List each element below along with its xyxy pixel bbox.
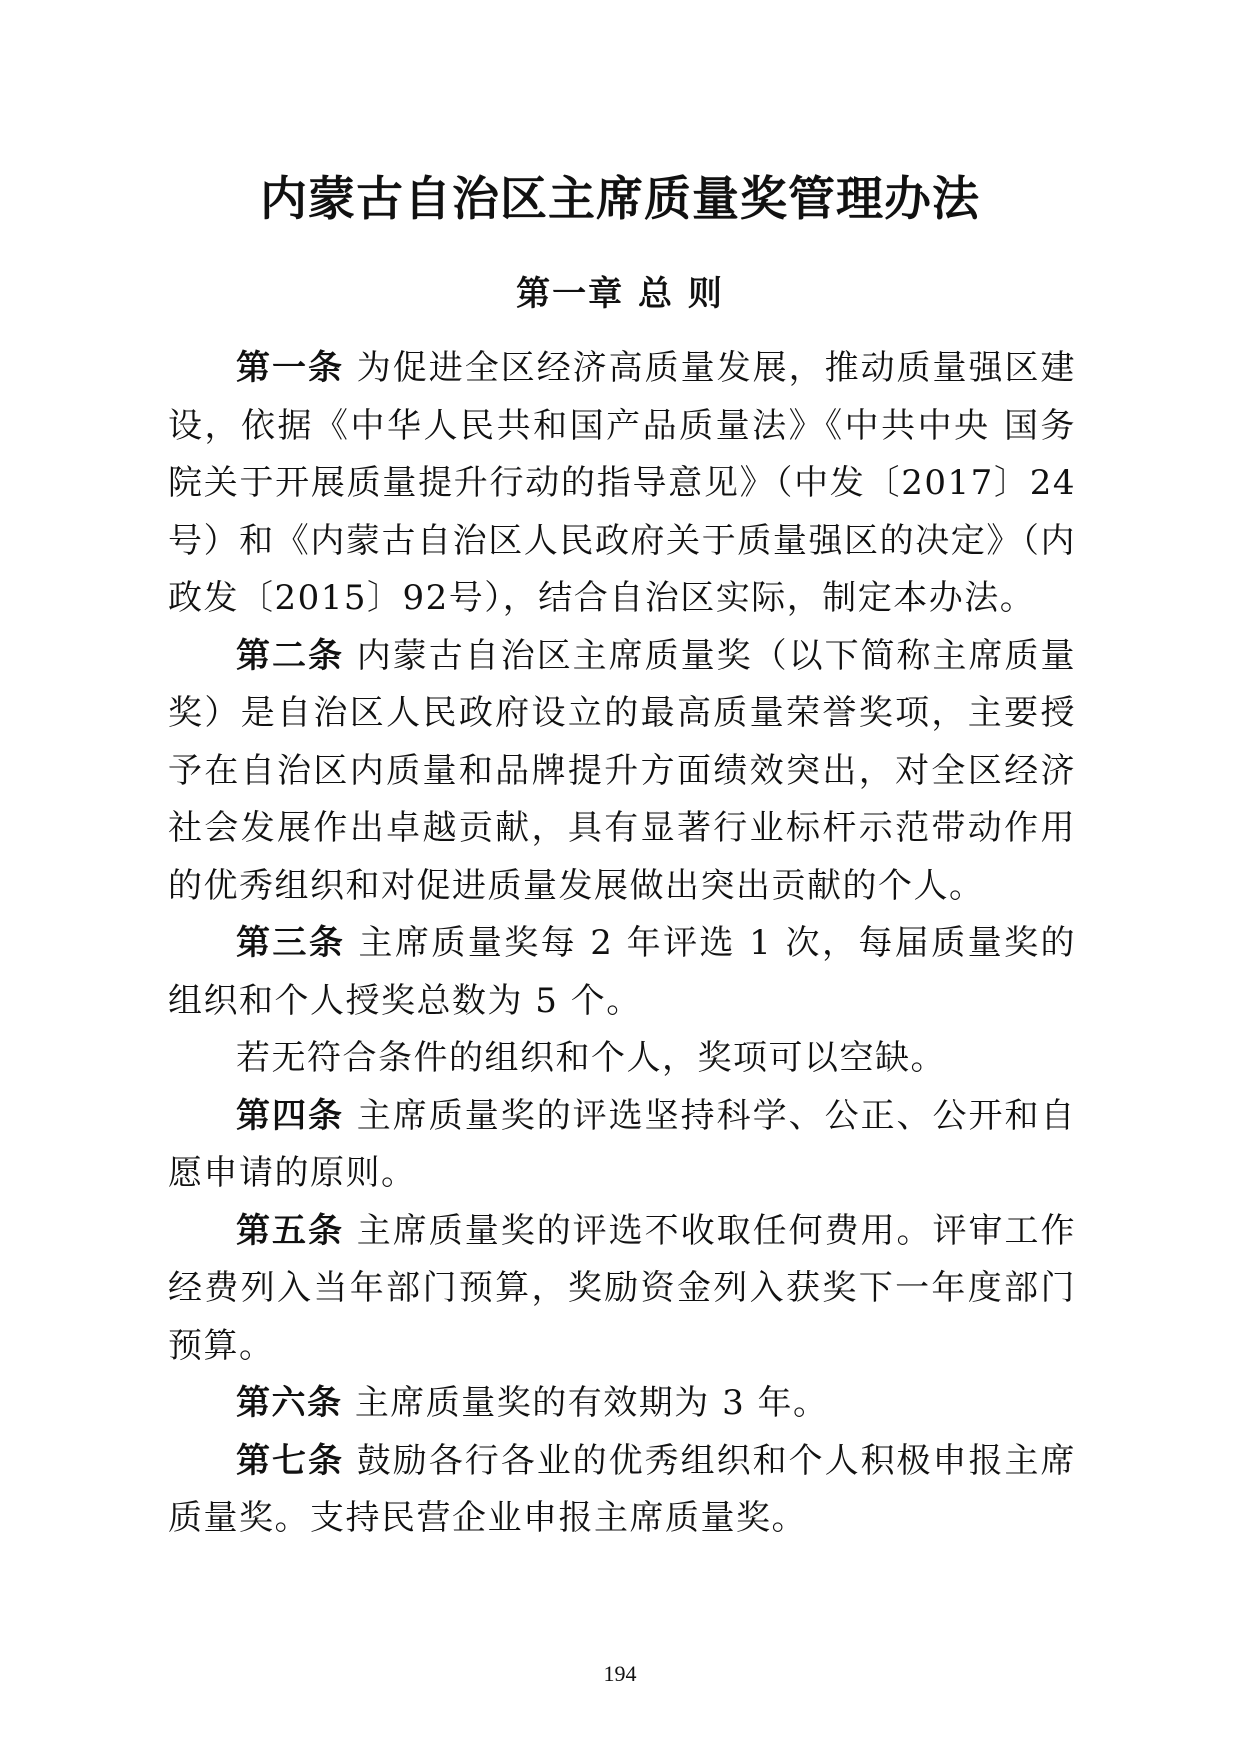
- document-title: 内蒙古自治区主席质量奖管理办法: [260, 172, 980, 227]
- article-label: 第六条: [236, 1383, 343, 1423]
- article-4: [168, 1088, 1076, 1203]
- article-text: 主席质量奖的有效期为 3 年。: [354, 1383, 829, 1423]
- article-1: [168, 340, 1076, 628]
- article-6: [168, 1375, 1076, 1433]
- document-body: [168, 340, 1076, 1548]
- page-number: 194: [603, 1661, 637, 1686]
- chapter-title: 第一章 总 则: [516, 274, 724, 314]
- article-text: 鼓励各行各业的优秀组织和个人积极申报主席质量奖。支持民营企业申报主席质量奖。: [168, 1440, 1077, 1538]
- article-text: 主席质量奖的评选坚持科学、公正、公开和自愿申请的原则。: [168, 1095, 1077, 1193]
- article-text: 若无符合条件的组织和个人，奖项可以空缺。: [236, 1038, 946, 1078]
- article-text: 主席质量奖每 2 年评选 1 次，每届质量奖的组织和个人授奖总数为 5 个。: [168, 923, 1076, 1021]
- article-3-note: [168, 1030, 1076, 1088]
- article-text: 为促进全区经济高质量发展，推动质量强区建设，依据《中华人民共和国产品质量法》《中共中央 国务院关于开展质量提升行动的指导意见》（中发〔2017〕24号）和《内蒙古自治区人民政府关于质量强区的决定》（内政发〔2015〕92号），结合自治区实际，制定本办法。: [168, 348, 1077, 618]
- article-label: 第一条: [236, 348, 344, 388]
- article-2: [168, 628, 1076, 916]
- article-label: 第五条: [236, 1210, 344, 1251]
- article-3: [168, 915, 1076, 1030]
- article-label: 第三条: [236, 923, 346, 963]
- article-text: 内蒙古自治区主席质量奖（以下简称主席质量奖）是自治区人民政府设立的最高质量荣誉奖项，主要授予在自治区内质量和品牌提升方面绩效突出，对全区经济社会发展作出卓越贡献，具有显著行业标杆示范带动作用的优秀组织和对促进质量发展做出突出贡献的个人。: [168, 635, 1077, 906]
- article-5: [168, 1203, 1076, 1376]
- article-label: 第四条: [236, 1095, 344, 1136]
- article-text: 主席质量奖的评选不收取任何费用。评审工作经费列入当年部门预算，奖励资金列入获奖下一年度部门预算。: [168, 1210, 1077, 1366]
- article-label: 第七条: [236, 1440, 344, 1481]
- article-7: [168, 1433, 1076, 1548]
- article-label: 第二条: [236, 635, 344, 676]
